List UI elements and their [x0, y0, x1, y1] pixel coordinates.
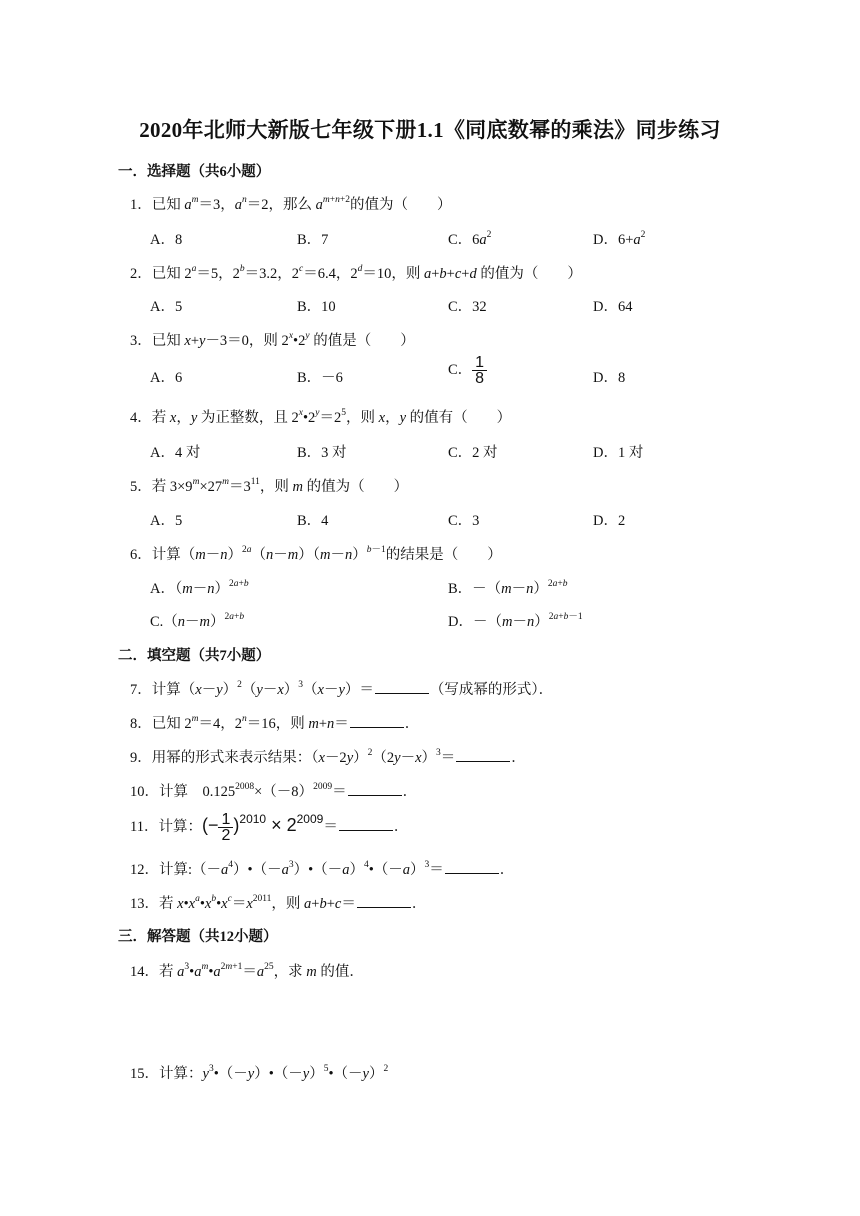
q5-option-b: B．4 — [297, 513, 329, 529]
q3-option-c: C． $\frac{1}{8}$ — [448, 355, 487, 386]
q6-option-c: $C.(n-m)^{2a+b}$ — [150, 612, 245, 630]
question-8: 8．已知 $2^m=4$，$2^n=16$，则 m+n＝ ． — [130, 714, 420, 732]
q4-option-c: C．2 对 — [448, 445, 498, 461]
q1-option-d: D．$6+a^2$ — [593, 230, 646, 248]
question-4: 4．若 x，y 为正整数，且 $2^x•2^y=2^5$，则 x，y 的值有（ ） — [130, 408, 512, 426]
section-answer-heading: 三．解答题（共12小题） — [118, 929, 278, 945]
question-12: 12．计算$:(-a^4)•(-a^3)•(-a)^4•(-a)^3=$ ． — [130, 860, 515, 878]
question-2: 2．已知 $2^a=5$，$2^b=3.2$，$2^c=6.4$，$2^d=10$，则 a+b+c+d 的值为（ ） — [130, 264, 582, 282]
q2-option-a: A．5 — [150, 299, 183, 315]
question-13: 13．若 $x•x^a•x^b•x^c=x^{2011}$，则 a+b+c＝ ． — [130, 894, 427, 912]
q2-option-c: C．32 — [448, 299, 487, 315]
q3-option-d: D．8 — [593, 370, 626, 386]
q3-option-a: A．6 — [150, 370, 183, 386]
question-14: 14．若 $a^3•a^m•a^{2m+1}=a^{25}$，求 m 的值． — [130, 962, 364, 980]
q5-option-d: D．2 — [593, 513, 626, 529]
q4-option-a: A．4 对 — [150, 445, 201, 461]
q5-option-a: A．5 — [150, 513, 183, 529]
question-3: 3．已知 x+y－3＝0，则 2$^x$•2$^y$ 的值是（ ） — [130, 331, 415, 349]
q6-option-b: B．$-(m-n)^{2a+b}$ — [448, 579, 568, 597]
question-5: 5．若 $3\times 9^m\times 27^m=3^{11}$，则 m 的值为（ ） — [130, 477, 409, 495]
section-choice-heading: 一．选择题（共6小题） — [118, 164, 271, 180]
question-11: 11．计算：(− $\frac{1}{2}$ )$^{2010} \times 2^{2009}=$ ． — [130, 811, 409, 844]
q4-option-b: B．3 对 — [297, 445, 347, 461]
page-title: 2020年北师大新版七年级下册1.1《同底数幂的乘法》同步练习 — [139, 118, 721, 142]
q1-option-b: B．7 — [297, 232, 329, 248]
q5-option-c: C．3 — [448, 513, 480, 529]
q2-option-b: B．10 — [297, 299, 336, 315]
q4-option-d: D．1 对 — [593, 445, 644, 461]
question-10: 10．计算 $0.125^{2008}\times(-8)^{2009}=$ ． — [130, 782, 418, 800]
question-7: 7．计算$(x-y)^2(y-x)^3(x-y)=$ （写成幂的形式）． — [130, 680, 554, 698]
q6-option-d: D．$-(m-n)^{2a+b-1}$ — [448, 612, 583, 630]
q2-option-d: D．64 — [593, 299, 633, 315]
q1-option-c: C．$6a^2$ — [448, 230, 492, 248]
question-6: 6．计算$(m-n)^{2a}(n-m)(m-n)^{b-1}$的结果是（ ） — [130, 545, 502, 563]
question-15: 15．计算：$y^3•(-y)•(-y)^5•(-y)^2$ — [130, 1064, 389, 1082]
q1-option-a: A．8 — [150, 232, 183, 248]
question-1: 1．已知 $a^m=3$，$a^n=2$，那么 $a^{m+n+2}$的值为（ ） — [130, 195, 452, 213]
question-9: 9．用幂的形式来表示结果：$(x-2y)^2(2y-x)^3=$ ． — [130, 748, 526, 766]
section-fill-heading: 二．填空题（共7小题） — [118, 648, 271, 664]
q3-option-b: B．－6 — [297, 370, 343, 386]
q6-option-a: A．$(m-n)^{2a+b}$ — [150, 579, 249, 597]
